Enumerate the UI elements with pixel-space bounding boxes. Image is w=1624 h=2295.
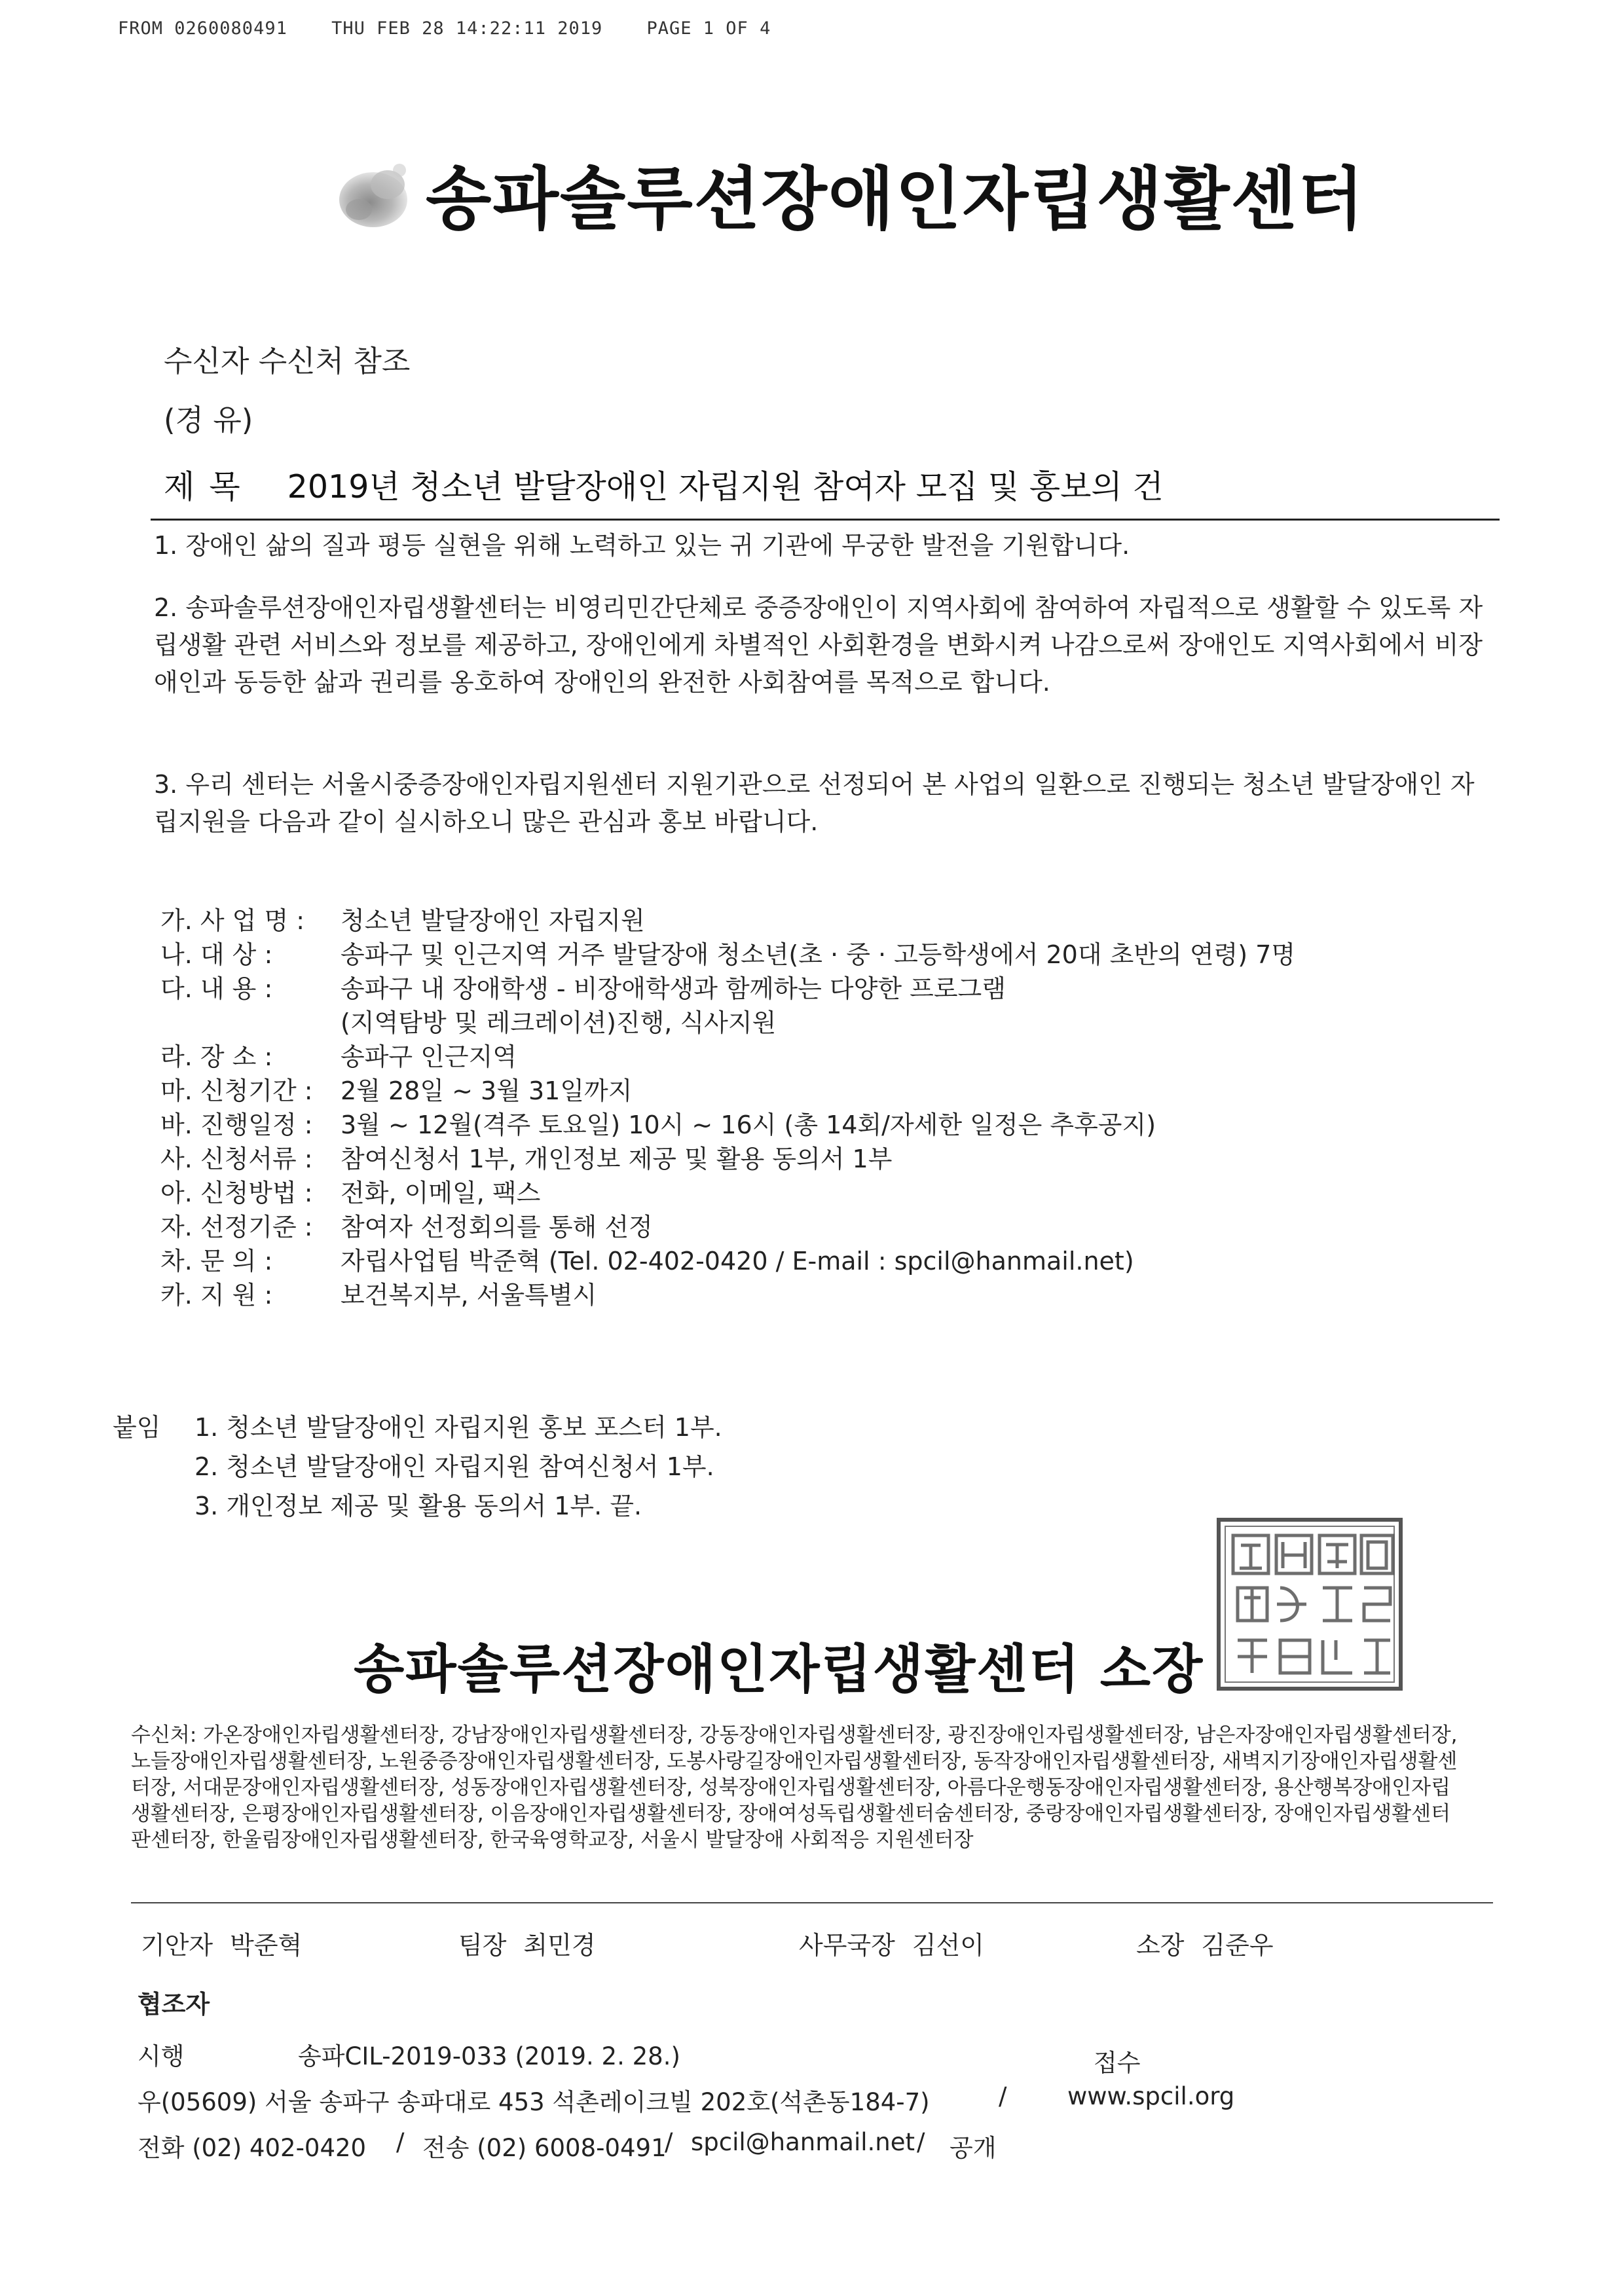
official-seal: [1215, 1516, 1405, 1693]
separator: /: [665, 2128, 673, 2156]
address: 우(05609) 서울 송파구 송파대로 453 석촌레이크빌 202호(석촌동184-7): [138, 2088, 930, 2116]
detail-value: 2월 28일 ~ 3월 31일까지: [341, 1076, 633, 1105]
enforce-label: 시행: [138, 2042, 185, 2070]
fax-header: [118, 18, 803, 39]
detail-label: 나. 대 상 :: [160, 940, 273, 969]
footer-divider: [131, 1902, 1493, 1903]
detail-label: 바. 진행일정 :: [160, 1111, 313, 1139]
attachments: [113, 1408, 722, 1526]
detail-value: 참여자 선정회의를 통해 선정: [341, 1213, 653, 1241]
receipt-label: 접수: [1094, 2049, 1141, 2077]
document-number: 송파CIL-2019-033 (2019. 2. 28.): [298, 2042, 680, 2070]
fax-number: 전송 (02) 6008-0491: [422, 2134, 667, 2162]
email-link[interactable]: spcil@hanmail.net: [691, 2128, 915, 2156]
subject-line: [164, 462, 1164, 507]
separator: /: [917, 2128, 925, 2156]
disclosure-status: 공개: [950, 2134, 997, 2162]
detail-label: 사. 신청서류 :: [160, 1145, 313, 1173]
detail-label: 아. 신청방법 :: [160, 1179, 313, 1207]
detail-value: 청소년 발달장애인 자립지원: [341, 906, 645, 935]
letterhead: [327, 131, 1441, 262]
staff-secretary-general: [799, 1925, 984, 1961]
detail-value: 전화, 이메일, 팩스: [341, 1179, 541, 1207]
staff-director: [1136, 1925, 1274, 1961]
detail-label: 라. 장 소 :: [160, 1042, 273, 1071]
attachment-item: 2. 청소년 발달장애인 자립지원 참여신청서 1부.: [194, 1452, 714, 1481]
recipients-list: 수신처: 가온장애인자립생활센터장, 강남장애인자립생활센터장, 강동장애인자립생활센터장, 광진장애인자립생활센터장, 남은자장애인자립생활센터장, 노들장애인자립생활센터장, 노원중증장애인자립생활센터장, 도봉사랑길장애인자립생활센터장, 동작장애인자립생활센터장, 새벽지기장애인자립생활센터장, 서대문장애인자립생활센터장, 성동장애인자립생활센터장, 성북장애인자립생활센터장, 아름다운행동장애인자립생활센터장, 용산행복장애인자립생활센터장, 은평장애인자립생활센터장, 이음장애인자립생활센터장, 장애여성독립생활센터숨센터장, 중랑장애인자립생활센터장, 장애인자립생활센터판센터장, 한울림장애인자립생활센터장, 한국육영학교장, 서울시 발달장애 사회적응 지원센터장: [131, 1723, 1458, 1852]
paragraph-2: 2. 송파솔루션장애인자립생활센터는 비영리민간단체로 중증장애인이 지역사회에 참여하여 자립적으로 생활할 수 있도록 자립생활 관련 서비스와 정보를 제공하고, 장애인에게 차별적인 사회환경을 변화시켜 나감으로써 장애인도 지역사회에서 비장애인과 동등한 삶과 권리를 옹호하여 장애인의 완전한 사회참여를 목적으로 합니다.: [154, 593, 1483, 697]
paragraph-3: 3. 우리 센터는 서울시중증장애인자립지원센터 지원기관으로 선정되어 본 사업의 일환으로 진행되는 청소년 발달장애인 자립지원을 다음과 같이 실시하오니 많은 관심과 홍보 바랍니다.: [154, 770, 1475, 836]
attachments-label: 붙임: [113, 1413, 161, 1442]
staff-team-lead: [458, 1925, 596, 1961]
fax-from: FROM 0260080491: [118, 18, 287, 39]
attachment-item: [113, 1408, 722, 1447]
staff-drafter: [141, 1925, 302, 1961]
subject-label: 제목: [164, 468, 255, 505]
detail-value: 자립사업팀 박준혁 (Tel. 02-402-0420 / E-mail : spcil@hanmail.net): [341, 1247, 1134, 1276]
detail-value: 송파구 및 인근지역 거주 발달장애 청소년(초 · 중 · 고등학생에서 20대 초반의 연령) 7명: [341, 940, 1296, 969]
detail-row-name: [160, 904, 1405, 938]
detail-row-support: [160, 1278, 1405, 1312]
paragraph-1: 1. 장애인 삶의 질과 평등 실현을 위해 노력하고 있는 귀 기관에 무궁한 발전을 기원합니다.: [154, 531, 1130, 560]
detail-value: 참여신청서 1부, 개인정보 제공 및 활용 동의서 1부: [341, 1145, 893, 1173]
staff-role: 팀장: [458, 1931, 507, 1960]
address-separator: /: [999, 2082, 1007, 2110]
subject-divider: [151, 519, 1500, 521]
separator: /: [396, 2128, 405, 2156]
detail-row-place: [160, 1040, 1405, 1074]
detail-value: (지역탐방 및 레크레이션)진행, 식사지원: [341, 1008, 777, 1037]
receiver-line: 수신자 수신처 참조: [164, 344, 411, 378]
detail-row-inquiry: [160, 1244, 1405, 1278]
detail-label: 마. 신청기간 :: [160, 1076, 313, 1105]
staff-role: 기안자: [141, 1931, 213, 1960]
detail-row-schedule: [160, 1108, 1405, 1142]
detail-label: [160, 1006, 341, 1040]
detail-row-criteria: [160, 1210, 1405, 1244]
cooperator-label: 협조자: [138, 1990, 210, 2019]
detail-value: 3월 ~ 12월(격주 토요일) 10시 ~ 16시 (총 14회/자세한 일정은 추후공지): [341, 1111, 1156, 1139]
program-details: [160, 904, 1405, 1312]
attachment-item: 3. 개인정보 제공 및 활용 동의서 1부. 끝.: [194, 1492, 642, 1520]
fax-datetime: THU FEB 28 14:22:11 2019: [331, 18, 603, 39]
detail-row-content: [160, 972, 1405, 1006]
organization-logo-icon: [327, 144, 426, 242]
detail-label: 카. 지 원 :: [160, 1281, 273, 1310]
detail-label: 다. 내 용 :: [160, 974, 273, 1003]
detail-row-method: [160, 1176, 1405, 1210]
detail-row-period: [160, 1074, 1405, 1108]
website-link[interactable]: www.spcil.org: [1067, 2082, 1235, 2110]
via-line: (경 유): [164, 403, 253, 437]
subject-text: 2019년 청소년 발달장애인 자립지원 참여자 모집 및 홍보의 건: [287, 468, 1164, 505]
detail-row-target: [160, 938, 1405, 972]
detail-label: 가. 사 업 명 :: [160, 906, 305, 935]
staff-name: 김준우: [1201, 1931, 1274, 1960]
staff-role: 소장: [1136, 1931, 1185, 1960]
detail-value: 송파구 인근지역: [341, 1042, 517, 1071]
staff-name: 박준혁: [230, 1931, 303, 1960]
attachment-text: 1. 청소년 발달장애인 자립지원 홍보 포스터 1부.: [194, 1413, 722, 1442]
staff-role: 사무국장: [799, 1931, 895, 1960]
staff-name: 김선이: [912, 1931, 984, 1960]
phone: 전화 (02) 402-0420: [138, 2134, 367, 2162]
organization-title: 송파솔루션장애인자립생활센터: [426, 159, 1365, 239]
fax-page: PAGE 1 OF 4: [646, 18, 771, 39]
detail-value: 보건복지부, 서울특별시: [341, 1281, 597, 1310]
detail-value: 송파구 내 장애학생 - 비장애학생과 함께하는 다양한 프로그램: [341, 974, 1006, 1003]
staff-name: 최민경: [523, 1931, 596, 1960]
signature-line: 송파솔루션장애인자립생활센터 소장: [354, 1639, 1204, 1700]
detail-row-content-continued: [160, 1006, 1405, 1040]
detail-row-documents: [160, 1142, 1405, 1176]
detail-label: 자. 선정기준 :: [160, 1213, 313, 1241]
detail-label: 차. 문 의 :: [160, 1247, 273, 1276]
